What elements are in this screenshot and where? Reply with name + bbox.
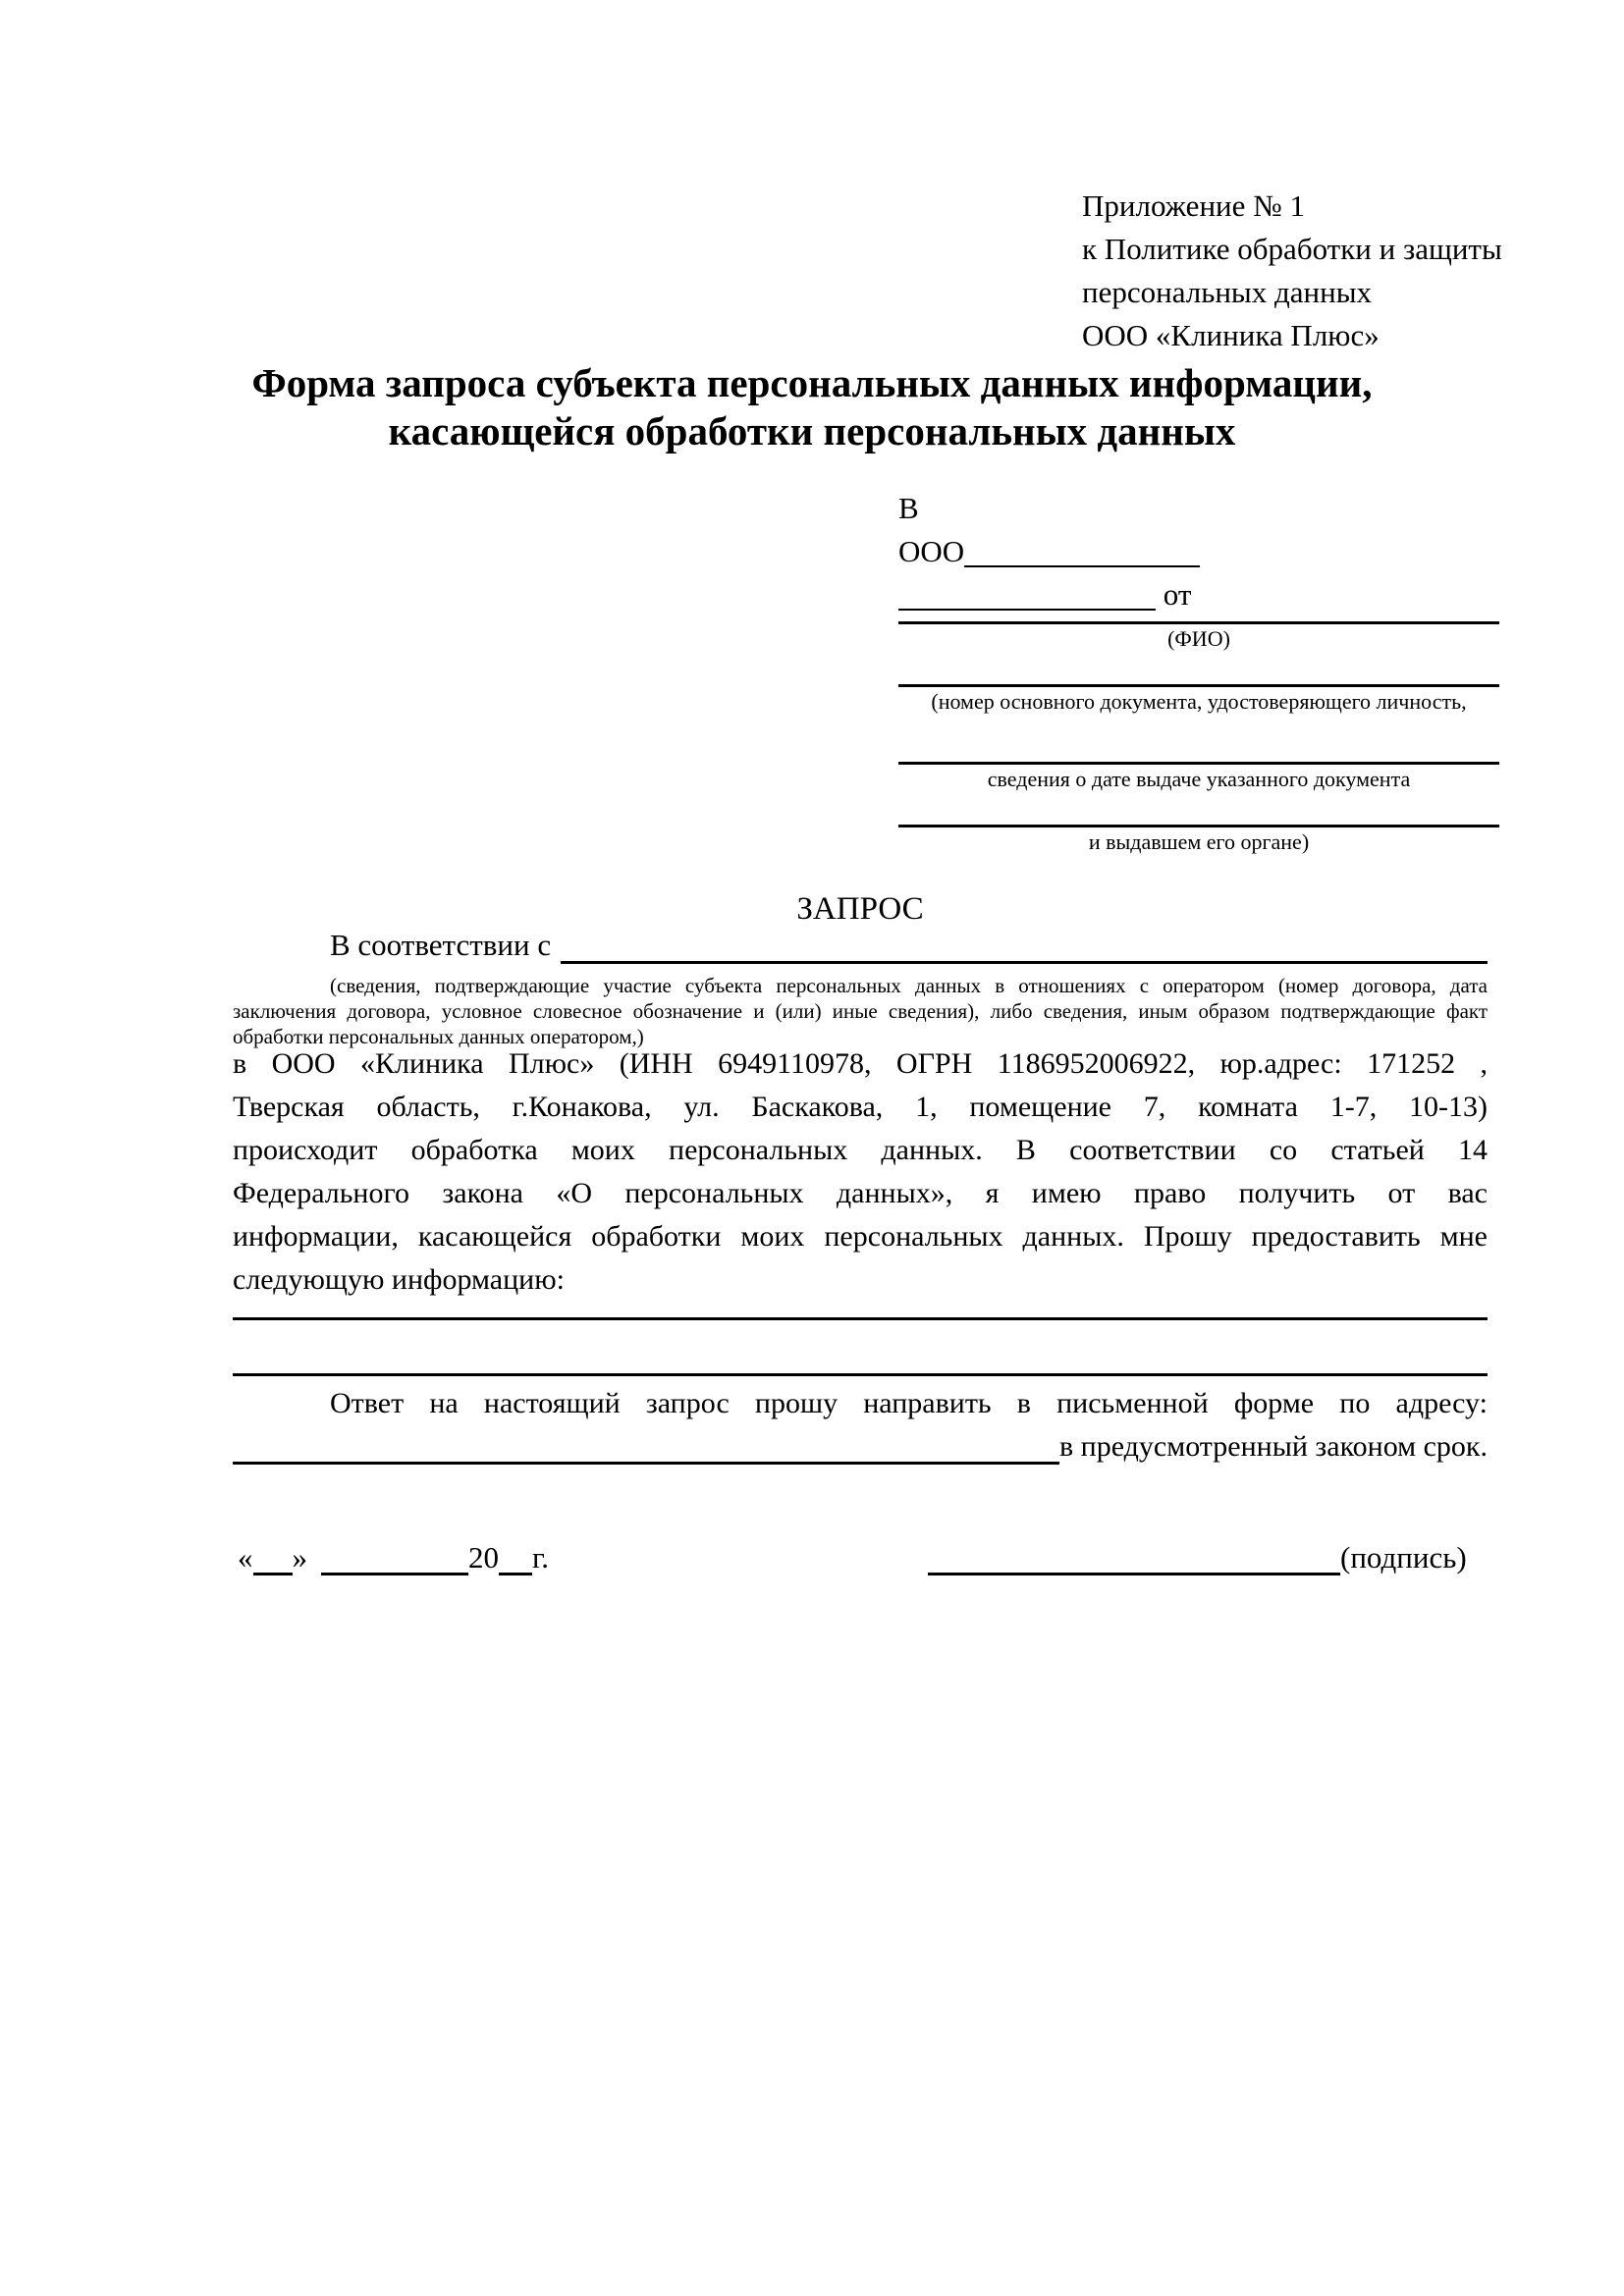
appendix-line: ООО «Клиника Плюс» bbox=[1082, 318, 1380, 352]
org-name-blank bbox=[964, 565, 1200, 567]
document-title-line: касающейся обработки персональных данных bbox=[388, 408, 1236, 454]
issue-org-caption: и выдавшем его органе) bbox=[1088, 829, 1310, 854]
to-label: В bbox=[898, 491, 919, 525]
document-title bbox=[118, 359, 1506, 455]
date-field bbox=[238, 1536, 549, 1575]
note-line: заключения договора, условное словесное обозначение и (или) иные сведения), либо сведения, иным образом подтверждающие факт bbox=[233, 999, 1488, 1023]
appendix-line: к Политике обработки и защиты bbox=[1082, 232, 1502, 266]
from-label: от bbox=[1163, 577, 1192, 612]
reply-address-row bbox=[233, 1425, 1488, 1465]
from-name-blank bbox=[898, 609, 1156, 611]
reply-sentence: Ответ на настоящий запрос прошу направить в письменной форме по адресу: bbox=[330, 1387, 1488, 1419]
signature-blank-line bbox=[928, 1573, 1340, 1575]
issue-date-blank-line bbox=[898, 762, 1499, 765]
compliance-row bbox=[233, 924, 1488, 964]
doc-number-blank-line bbox=[898, 684, 1499, 687]
year-blank bbox=[499, 1573, 532, 1575]
body-line: Тверская область, г.Конакова, ул. Баскакова, 1, помещение 7, комната 1-7, 10-13) bbox=[233, 1091, 1488, 1123]
compliance-label: В соответствии с bbox=[330, 928, 552, 962]
reply-tail: в предусмотренный законом срок. bbox=[1059, 1430, 1488, 1463]
fio-blank-line bbox=[898, 621, 1499, 624]
month-blank bbox=[321, 1573, 468, 1575]
org-label: ООО bbox=[898, 534, 965, 568]
body-line: в ООО «Клиника Плюс» (ИНН 6949110978, ОГРН 1186952006922, юр.адрес: 171252 , bbox=[233, 1047, 1488, 1080]
quote-open: « bbox=[238, 1540, 253, 1575]
signature-field bbox=[928, 1536, 1467, 1575]
body-paragraph bbox=[233, 1042, 1488, 1302]
document-title-line: Форма запроса субъекта персональных данных информации, bbox=[251, 360, 1373, 405]
address-blank-line bbox=[233, 1462, 1059, 1465]
org-row bbox=[898, 530, 1200, 573]
issue-org-blank-line bbox=[898, 825, 1499, 828]
from-row bbox=[898, 573, 1191, 616]
body-line: Федерального закона «О персональных данных», я имею право получить от вас bbox=[233, 1177, 1488, 1209]
compliance-blank-line bbox=[561, 961, 1488, 964]
doc-number-caption: (номер основного документа, удостоверяющего личность, bbox=[931, 689, 1467, 714]
request-heading: ЗАПРОС bbox=[796, 891, 924, 927]
note-line: (сведения, подтверждающие участие субъекта персональных данных в отношениях с оператором (номер договора, дата bbox=[330, 974, 1488, 997]
info-blank-line-2 bbox=[233, 1373, 1488, 1376]
year-prefix: 20 bbox=[468, 1540, 499, 1575]
signature-caption: (подпись) bbox=[1340, 1540, 1467, 1575]
note-line: обработки персональных данных оператором,) bbox=[233, 1025, 644, 1048]
appendix-line: персональных данных bbox=[1082, 275, 1373, 309]
issue-date-caption: сведения о дате выдаче указанного документа bbox=[987, 767, 1411, 791]
day-blank bbox=[253, 1573, 293, 1575]
fio-caption: (ФИО) bbox=[1167, 626, 1230, 651]
note-text bbox=[233, 973, 1488, 1049]
body-line: происходит обработка моих персональных данных. В соответствии со статьей 14 bbox=[233, 1134, 1488, 1166]
info-blank-line-1 bbox=[233, 1317, 1488, 1320]
year-suffix: г. bbox=[532, 1540, 549, 1575]
appendix-line: Приложение № 1 bbox=[1082, 188, 1305, 223]
body-line: следующую информацию: bbox=[233, 1263, 565, 1296]
body-line: информации, касающейся обработки моих персональных данных. Прошу предоставить мне bbox=[233, 1220, 1488, 1253]
appendix-note bbox=[1082, 185, 1502, 357]
quote-close: » bbox=[292, 1540, 307, 1575]
